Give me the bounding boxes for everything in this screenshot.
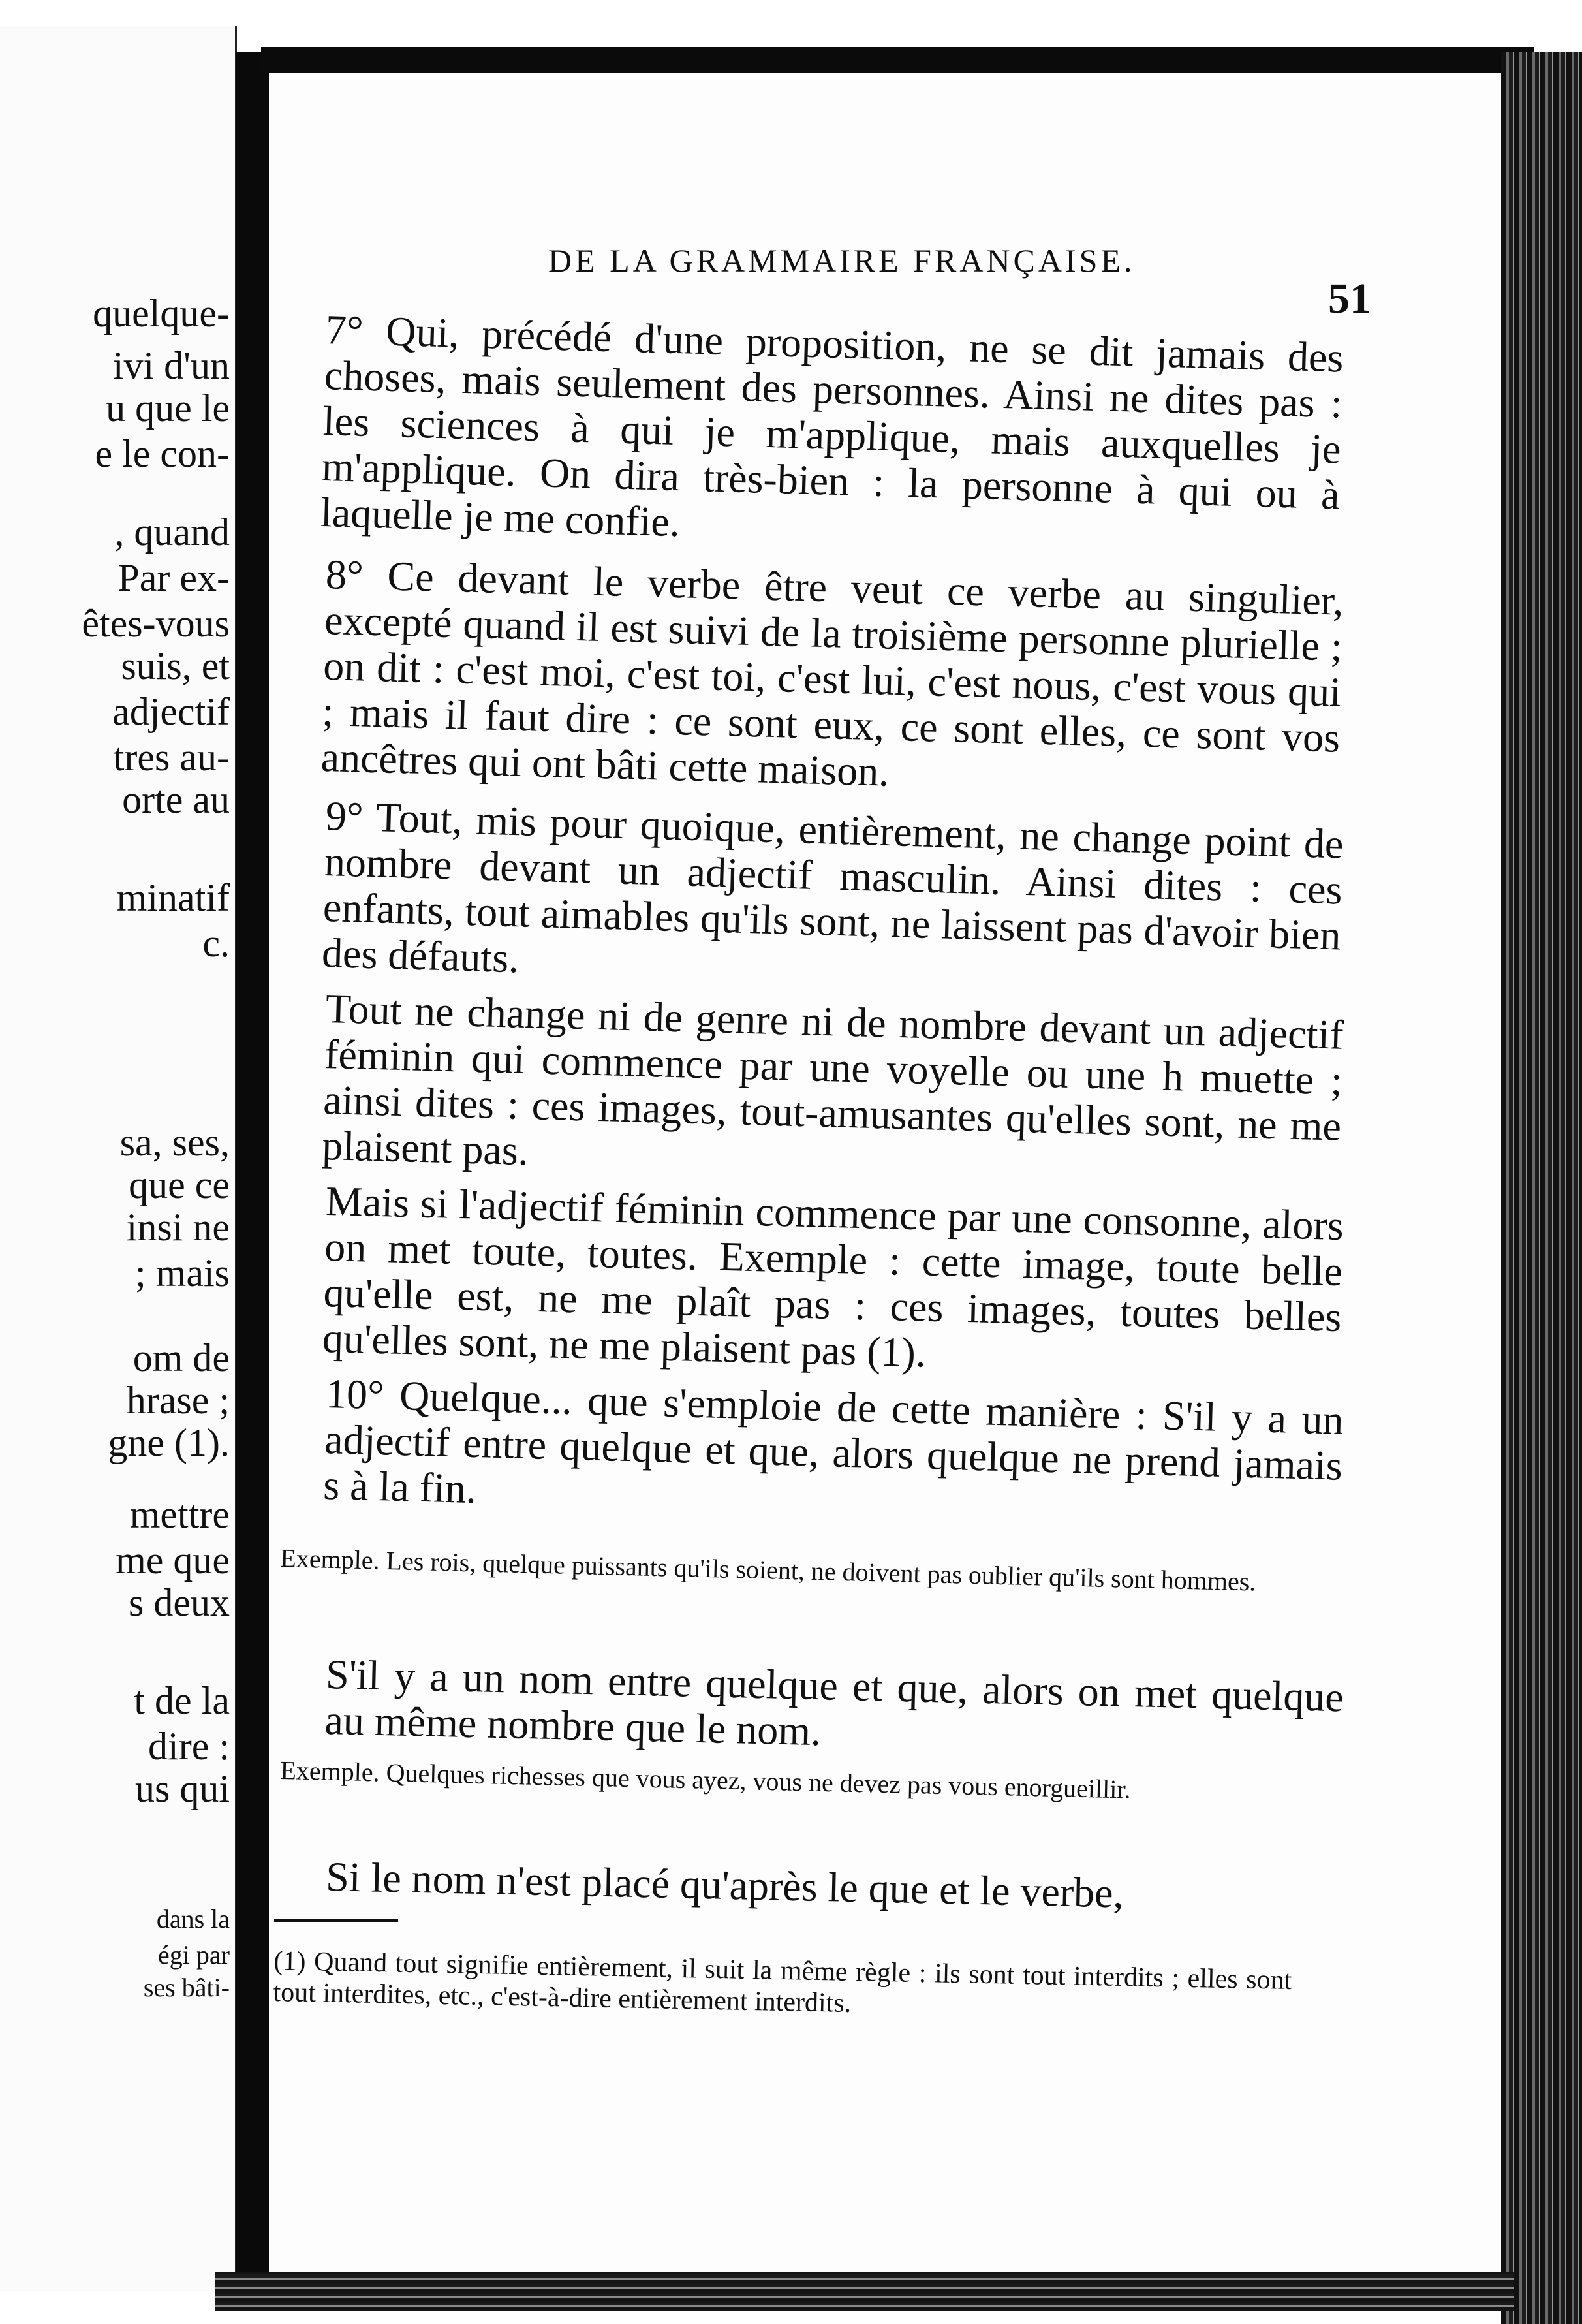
paragraph-8: 8° Ce devant le verbe être veut ce verbe au singulier, excepté quand il est suivi de la troisième personne plurielle ; on dit : c'est moi, c'est toi, c'est lui, c'est nous, c'est vous qui ; mais il faut dire : ce sont eux, ce sont elles, ce sont vos ancêtres qui ont bâti cette maison. xyxy=(320,551,1344,795)
footnote-rule xyxy=(274,1919,398,1922)
left-page-line: ivi d'un xyxy=(112,344,230,387)
left-page-line: Par ex- xyxy=(117,556,230,599)
book-gutter xyxy=(236,52,269,2291)
left-page-line: êtes-vous xyxy=(82,602,230,645)
page-edges-bottom xyxy=(215,2272,1514,2311)
left-page-line: e le con- xyxy=(95,432,230,475)
paragraph-10: 10° Quelque... que s'emploie de cette manière : S'il y a un adjectif entre quelque et que, alors quelque ne prend jamais s à la fin. xyxy=(322,1370,1344,1513)
running-title: DE LA GRAMMAIRE FRANÇAISE. xyxy=(548,242,1136,279)
left-page-line: dire : xyxy=(148,1725,230,1768)
left-page-line: mettre xyxy=(129,1493,230,1536)
left-page-line: sa, ses, xyxy=(119,1121,230,1164)
left-page-line: que ce xyxy=(129,1163,230,1206)
left-page-line: ses bâti- xyxy=(143,1973,230,2002)
left-page-line: égi par xyxy=(158,1940,230,1970)
left-page-line: t de la xyxy=(134,1679,230,1722)
paragraph-11: S'il y a un nom entre quelque et que, alors on met quelque au même nombre que le nom. xyxy=(324,1651,1344,1755)
footnote: (1) Quand tout signifie entièrement, il suit la même règle : ils sont tout interdits ; elles sont tout interdites, etc., c'est-à-dire entièrement interdits. xyxy=(273,1945,1292,2018)
left-page-line: tres au- xyxy=(113,736,230,779)
paragraph-12: Si le nom n'est placé qu'après le que et le verbe, xyxy=(325,1853,1124,1917)
left-page-line: insi ne xyxy=(126,1206,230,1249)
left-page-line: adjectif xyxy=(112,690,230,733)
left-page-line: orte au xyxy=(122,778,230,821)
paragraph-7: 7° Qui, précédé d'une proposition, ne se dit jamais des choses, mais seulement des personnes. Ainsi ne dites pas : les sciences à qui je m'applique, mais auxquelles je m'applique. On dira très-bien : la personne à qui ou à laquelle je me confie. xyxy=(320,306,1344,546)
left-page-line: dans la xyxy=(156,1904,230,1934)
paragraph-9-tout: Tout ne change ni de genre ni de nombre devant un adjectif féminin qui commence par une voyelle ou une h muette ; ainsi dites : ces images, tout-amusantes qu'elles sont, ne me plaisent pas. xyxy=(321,985,1344,1174)
left-page-line: suis, et xyxy=(121,644,230,687)
left-page-line: us qui xyxy=(134,1767,230,1810)
left-page-line: om de xyxy=(132,1336,230,1379)
left-page-line: hrase ; xyxy=(126,1379,230,1422)
left-page-line: , quand xyxy=(114,510,230,554)
left-page-line: s deux xyxy=(129,1581,230,1624)
left-page-line: quelque- xyxy=(93,292,230,335)
left-page-line: ; mais xyxy=(135,1251,230,1295)
left-page-line: gne (1). xyxy=(108,1421,230,1464)
page-edges-right xyxy=(1501,52,1582,2324)
left-page-line: me que xyxy=(116,1539,230,1582)
paragraph-9-mais: Mais si l'adjectif féminin commence par une consonne, alors on met toute, toutes. Exemple : cette image, toute belle qu'elle est, ne me plaît pas : ces images, toutes belles qu'elles sont, ne me plaisent pas (1). xyxy=(322,1178,1344,1376)
page-number: 51 xyxy=(1328,275,1371,322)
left-page-line: minatif xyxy=(116,876,230,919)
left-page-line: c. xyxy=(202,922,230,965)
scan-frame-top xyxy=(261,47,1534,73)
left-page-line: u que le xyxy=(106,386,230,430)
left-page-edge xyxy=(0,26,237,2291)
paragraph-9: 9° Tout, mis pour quoique, entièrement, ne change point de nombre devant un adjectif masculin. Ainsi dites : ces enfants, tout aimables qu'ils sont, ne laissent pas d'avoir bien des défauts. xyxy=(321,793,1344,982)
example-2: Exemple. Quelques richesses que vous ayez, vous ne devez pas vous enorgueillir. xyxy=(280,1755,1132,1804)
example-1: Exemple. Les rois, quelque puissants qu'ils soient, ne doivent pas oublier qu'ils sont hommes. xyxy=(279,1543,1256,1597)
